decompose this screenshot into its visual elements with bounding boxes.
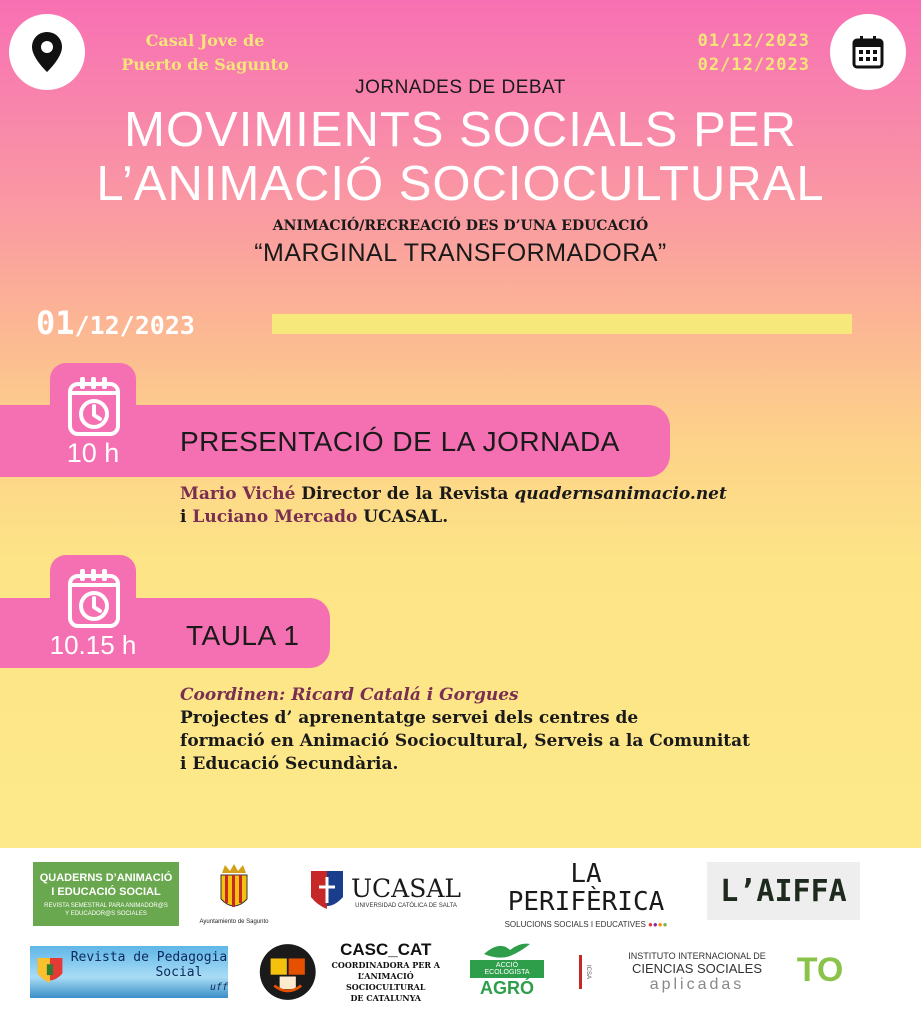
logo-instituto-line1: INSTITUTO INTERNACIONAL DE [628, 950, 766, 961]
logo-quaderns-title2: I EDUCACIÓ SOCIAL [51, 885, 161, 898]
subtitle-line1: ANIMACIÓ/RECREACIÓ DES D’UNA EDUCACIÓ [272, 218, 649, 234]
logo-to-text: TO [796, 950, 844, 989]
logo-casc-name: CASC_CAT [340, 940, 432, 959]
session2-title: TAULA 1 [186, 620, 300, 651]
logo-pedagogia-line1: Revista de Pedagogia [70, 949, 228, 965]
logo-instituto [622, 950, 772, 994]
logo-periferica [500, 858, 672, 929]
title-line2: L’ANIMACIÓ SOCIOCULTURAL [96, 157, 825, 211]
logo-instituto-line2: CIENCIAS SOCIALES [631, 960, 763, 976]
logo-quaderns-title1: QUADERNS D’ANIMACIÓ [39, 871, 173, 884]
calendar-icon [852, 35, 884, 69]
logo-laiffa-name: L’AIFFA [720, 873, 847, 909]
logo-icsa [570, 952, 600, 992]
logo-pedagogia-line2: Social [155, 964, 203, 980]
day-label [36, 304, 195, 342]
pedagogia-shield-icon [36, 952, 64, 992]
logo-agro-name: AGRÓ [480, 977, 534, 998]
logo-instituto-line3: aplicadas [649, 975, 745, 993]
date-2: 02/12/2023 [697, 55, 810, 75]
logo-periferica-sub: SOLUCIONS SOCIALS I EDUCATIVES [504, 919, 646, 929]
speaker-2-role: UCASAL. [357, 507, 449, 527]
casc-cat-emblem-icon [258, 939, 317, 1005]
logo-sagunto-text: Ayuntamiento de Sagunto [199, 919, 269, 925]
speaker-1: Mario Viché [180, 484, 296, 504]
logo-periferica-tagline: SOLUCIONS SOCIALS I EDUCATIVES ●●●● [504, 919, 668, 929]
session1-description [180, 483, 880, 529]
logo-casc-cat [258, 934, 448, 1010]
clock-calendar-icon [67, 567, 121, 629]
day-divider-bar [272, 314, 852, 334]
venue [80, 29, 330, 77]
logo-pedagogia-tag: uff [209, 981, 228, 993]
kicker: JORNADES DE DEBAT [355, 77, 566, 98]
subtitle-line2: “MARGINAL TRANSFORMADORA” [254, 239, 667, 267]
venue-line2: Puerto de Sagunto [121, 55, 289, 74]
session2-line2: formació en Animació Sociocultural, Serveis a la Comunitat [180, 731, 751, 751]
logo-casc-line1: COORDINADORA PER A [331, 960, 440, 970]
session1-title: PRESENTACIÓ DE LA JORNADA [180, 426, 620, 457]
session1-time: 10 h [66, 438, 120, 468]
logo-laiffa [707, 862, 860, 920]
agro-bird-icon [482, 938, 532, 960]
logo-ucasal-name: UCASAL [350, 874, 462, 903]
logo-periferica-name: LA PERIFÈRICA [507, 858, 665, 917]
session2-line3: i Educació Secundària. [180, 754, 399, 774]
speaker-2: Luciano Mercado [192, 507, 358, 527]
session2-line1: Projectes d’ aprenentatge servei dels centres de [180, 708, 639, 728]
clock-calendar-icon [67, 375, 121, 437]
logo-quaderns [33, 862, 179, 926]
day-number: 01 [36, 304, 75, 342]
logo-ucasal [297, 864, 473, 920]
venue-line1: Casal Jove de [145, 31, 265, 50]
logo-agro [470, 930, 544, 1006]
logo-quaderns-sub1: REVISTA SEMESTRAL PARA ANIMADOR@S [44, 902, 168, 909]
session2-time: 10.15 h [49, 630, 137, 660]
logo-to [782, 948, 858, 992]
logo-casc-line3: DE CATALUNYA [350, 993, 422, 1003]
day-month-year: /12/2023 [74, 311, 195, 340]
logo-icsa-text: ICSA [585, 964, 591, 979]
logo-revista-pedagogia [30, 946, 228, 998]
logo-agro-top: ACCIÓ ECOLOGISTA [470, 960, 544, 978]
speaker-1-role: Director de la Revista [295, 484, 515, 504]
logo-quaderns-sub2: Y EDUCADOR@S SOCIALES [65, 910, 147, 917]
date-1: 01/12/2023 [697, 31, 810, 51]
session2-description [180, 684, 900, 776]
coat-of-arms-icon [217, 863, 251, 919]
location-pin-icon [29, 30, 65, 74]
website-text: quadernsanimacio.net [514, 484, 727, 504]
title-line1: MOVIMIENTS SOCIALS PER [124, 103, 797, 157]
logo-sagunto [196, 854, 272, 934]
logo-ucasal-sub: UNIVERSIDAD CATÓLICA DE SALTA [355, 903, 457, 909]
ucasal-shield-icon [309, 869, 345, 915]
event-dates [620, 29, 810, 77]
coordinators: Coordinen: Ricard Catalá i Gorgues [180, 685, 519, 705]
conjunction: i [180, 507, 193, 527]
logo-casc-line2: L’ANIMACIÓ SOCIOCULTURAL [345, 971, 426, 992]
